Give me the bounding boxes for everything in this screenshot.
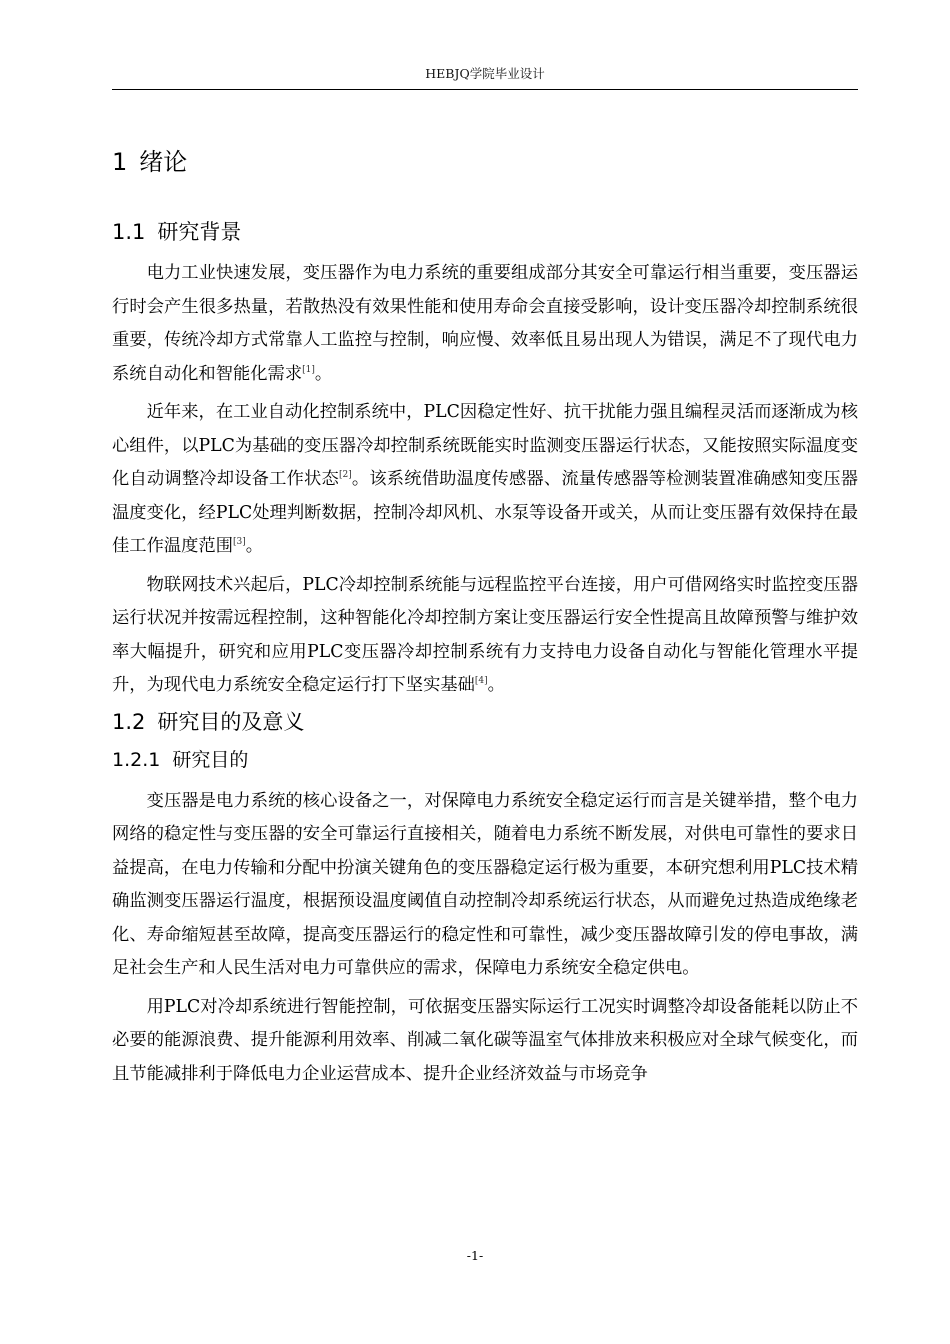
paragraph [112,396,858,564]
paragraph [112,257,858,391]
paragraph-text: 近年来，在工业自动化控制系统中，PLC因稳定性好、抗干扰能力强且编程灵活而逐渐成为核心组件，以PLC为基础的变压器冷却控制系统既能实时监测变压器运行状态，又能按照实际温度变化自动调整冷却设备工作状态 [112,402,858,489]
citation: [2] [338,470,352,480]
citation: [1] [302,364,315,375]
section-title: 研究目的及意义 [157,709,305,734]
subsection-title: 研究目的 [172,748,249,771]
section-heading-1-2 [112,708,858,737]
paragraph [112,569,858,703]
header-rule [112,89,858,90]
paragraph-tail: 。 [487,675,505,695]
chapter-title: 绪论 [139,148,188,176]
subsection-number: 1.2.1 [112,748,161,771]
chapter-heading [112,146,858,178]
chapter-number: 1 [112,148,128,176]
paragraph-tail: 。 [314,363,333,384]
section-number: 1.2 [112,709,146,734]
paragraph-text: 。该系统借助温度传感器、流量传感器等检测装置准确感知变压器温度变化，经PLC处理判断数据，控制冷却风机、水泵等设备开或关，从而让变压器有效保持在最佳工作温度范围 [112,469,858,556]
page-number: -1- [466,1248,484,1263]
paragraph-text: 物联网技术兴起后，PLC冷却控制系统能与远程监控平台连接，用户可借网络实时监控变压器运行状况并按需远程控制，这种智能化冷却控制方案让变压器运行安全性提高且故障预警与维护效率大幅提升，研究和应用PLC变压器冷却控制系统有力支持电力设备自动化与智能化管理水平提升，为现代电力系统安全稳定运行打下坚实基础 [112,574,858,695]
running-header: HEBJQ学院毕业设计 [425,66,545,81]
subsection-heading-1-2-1 [112,747,858,774]
section-title: 研究背景 [157,220,242,244]
paragraph-tail: 。 [245,536,264,556]
paragraph: 用PLC对冷却系统进行智能控制，可依据变压器实际运行工况实时调整冷却设备能耗以防止不必要的能源浪费、提升能源利用效率、削减二氧化碳等温室气体排放来积极应对全球气候变化，而且节能减排利于降低电力企业运营成本、提升企业经济效益与市场竞争 [112,996,858,1084]
citation: [3] [232,537,246,547]
paragraph: 变压器是电力系统的核心设备之一，对保障电力系统安全稳定运行而言是关键举措，整个电力网络的稳定性与变压器的安全可靠运行直接相关，随着电力系统不断发展，对供电可靠性的要求日益提高，在电力传输和分配中扮演关键角色的变压器稳定运行极为重要，本研究想利用PLC技术精确监测变压器运行温度，根据预设温度阈值自动控制冷却系统运行状态，从而避免过热造成绝缘老化、寿命缩短甚至故障，提高变压器运行的稳定性和可靠性，减少变压器故障引发的停电事故，满足社会生产和人民生活对电力可靠供应的需求，保障电力系统安全稳定供电。 [112,790,858,978]
section-heading-1-1 [112,218,858,247]
page-content [112,132,858,1096]
section-number: 1.1 [112,220,146,244]
citation: [4] [474,676,488,686]
paragraph-text: 电力工业快速发展，变压器作为电力系统的重要组成部分其安全可靠运行相当重要，变压器运行时会产生很多热量，若散热没有效果性能和使用寿命会直接受影响，设计变压器冷却控制系统很重要，传统冷却方式常靠人工监控与控制，响应慢、效率低且易出现人为错误，满足不了现代电力系统自动化和智能化需求 [112,263,858,384]
